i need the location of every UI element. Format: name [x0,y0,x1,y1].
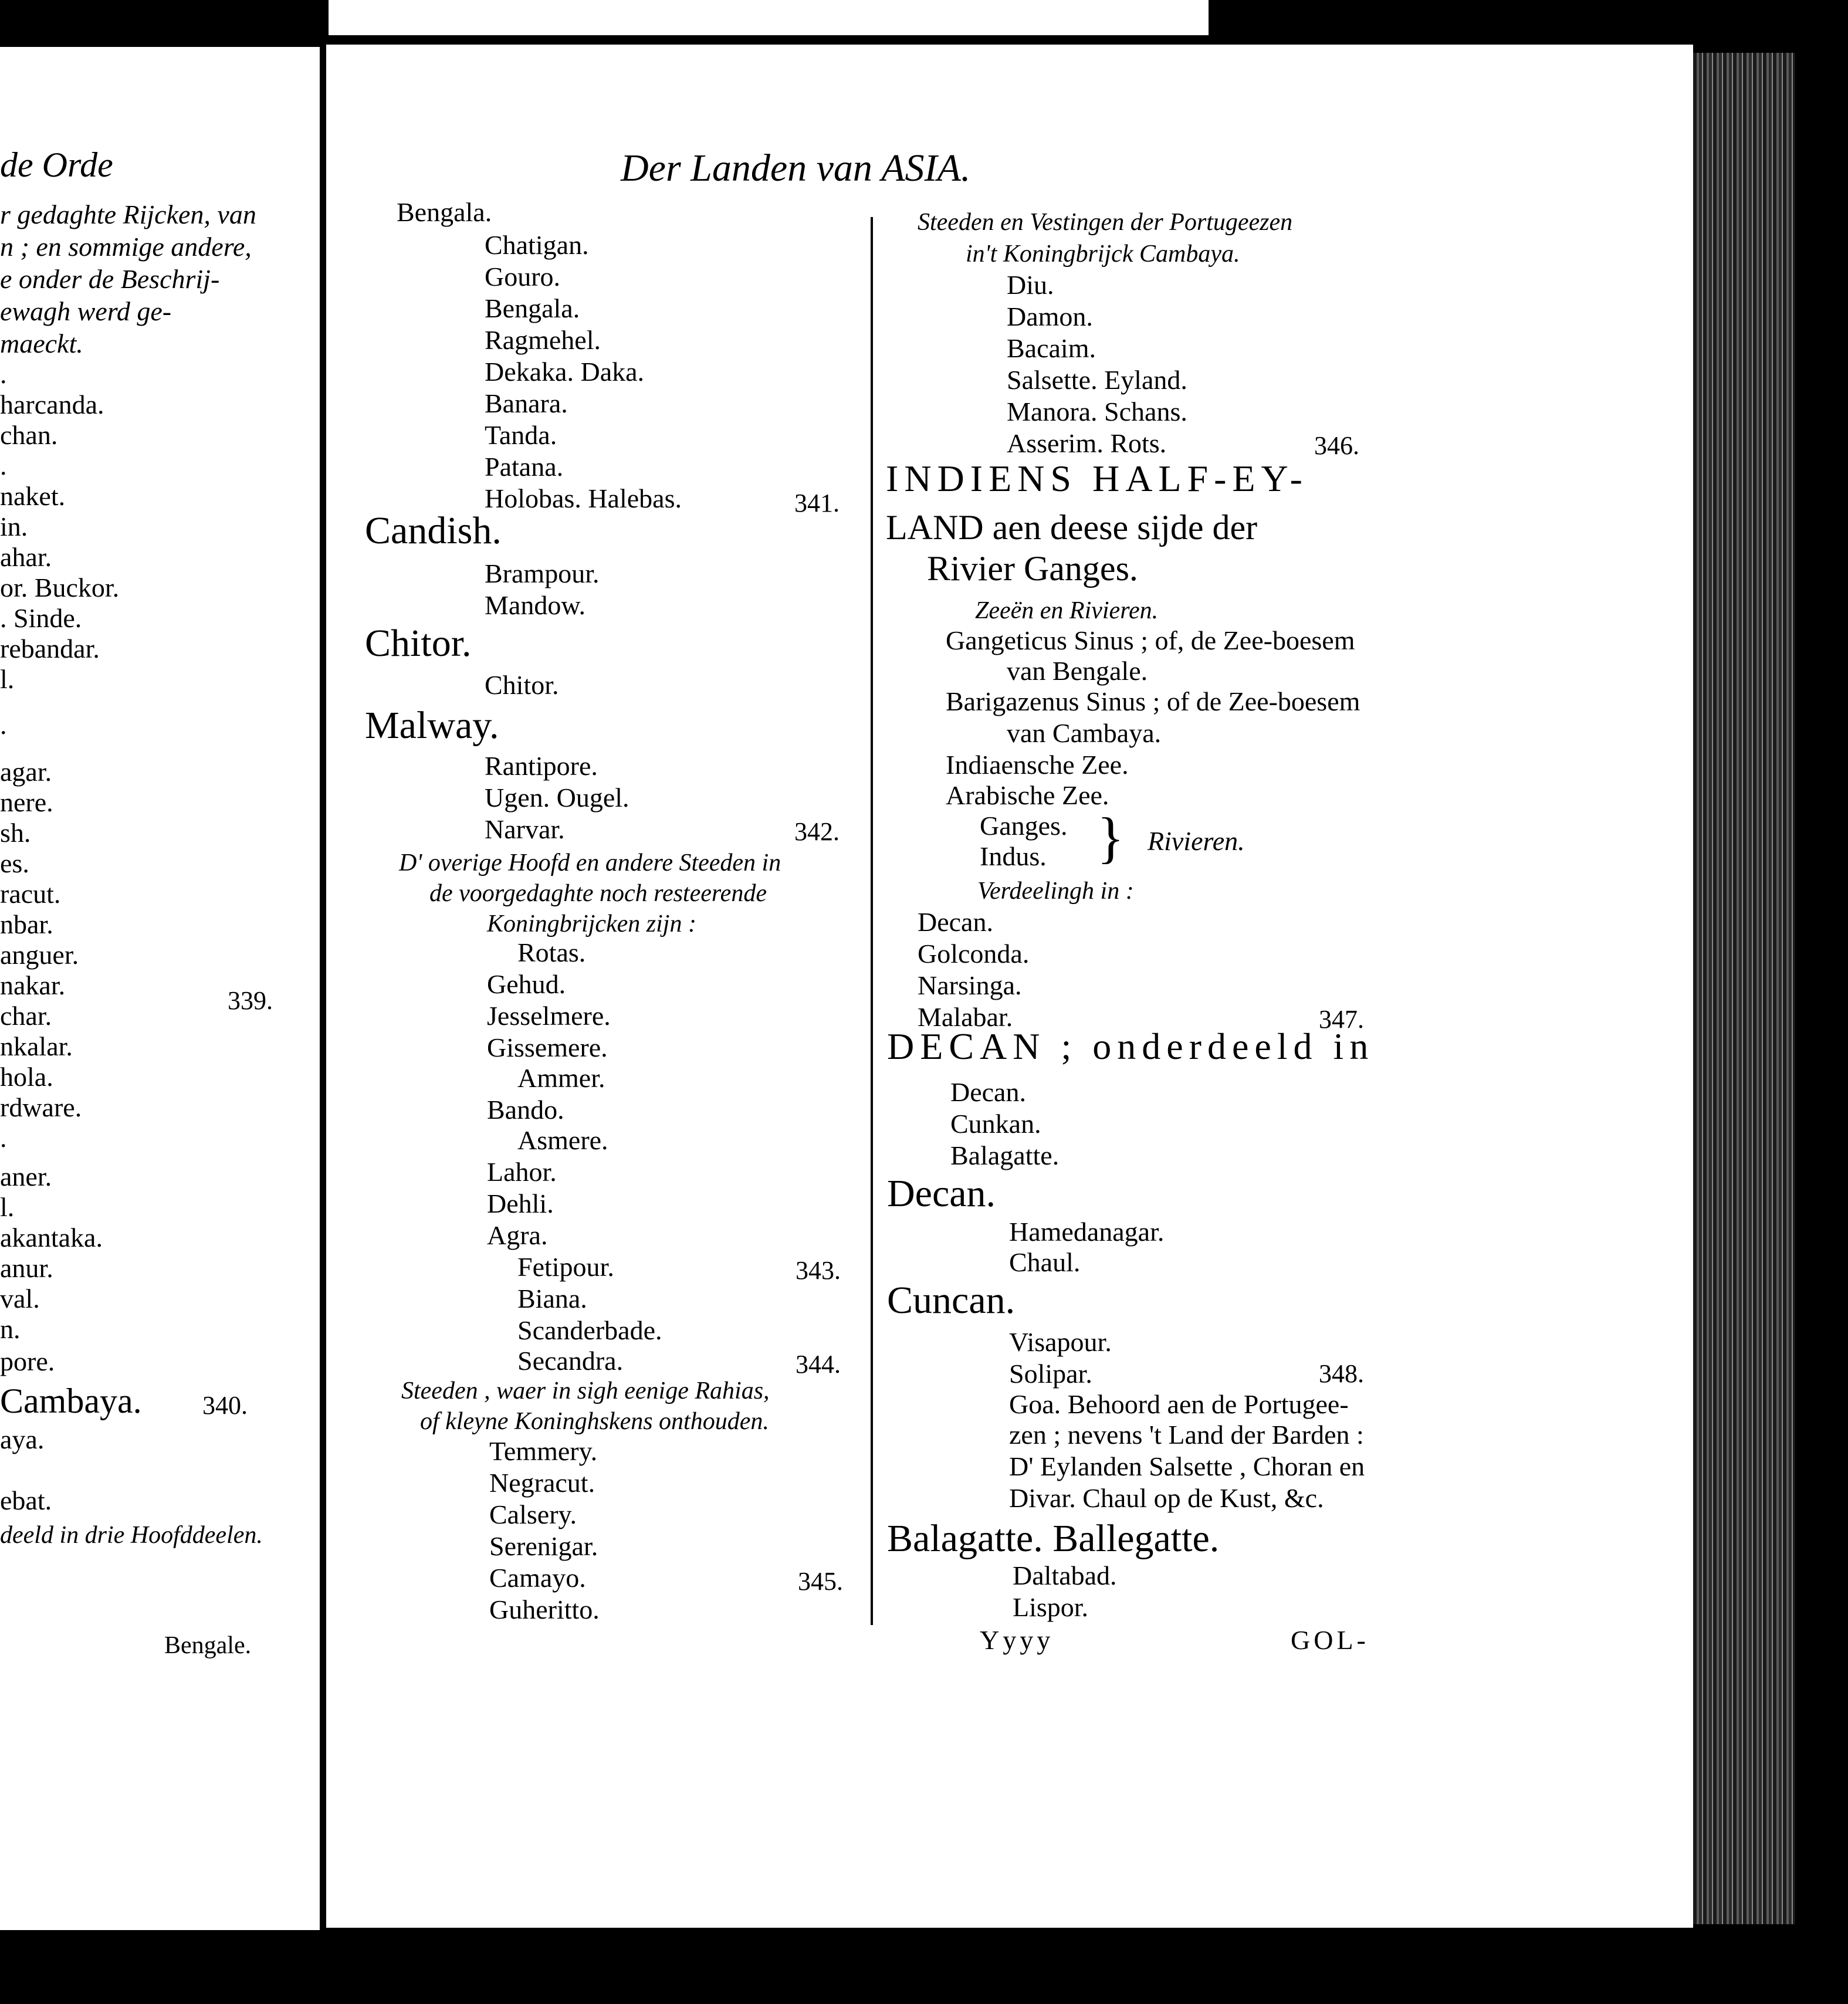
entry: Narsinga. [918,970,1022,1000]
note-line: of kleyne Koninghskens onthouden. [420,1408,769,1435]
left-line: . [0,710,7,740]
left-line: nakar. [0,970,66,1000]
left-line: agar. [0,757,52,787]
left-line: nere. [0,787,53,817]
left-line: val. [0,1284,40,1314]
entry: Salsette. Eyland. [1007,365,1187,395]
entry: Temmery. [489,1436,598,1466]
entry: Balagatte. [950,1140,1060,1170]
entry: Rotas. [517,937,586,967]
entry: Agra. [487,1220,548,1250]
entry: Lahor. [487,1157,557,1187]
note-line: Verdeelingh in : [977,878,1134,905]
entry: Chatigan. [485,230,589,260]
entry: Gangeticus Sinus ; of, de Zee-boesem [946,625,1355,655]
left-line: es. [0,848,29,878]
section-heading: Decan. [887,1172,996,1215]
section-heading: INDIENS HALF-EY- [886,458,1308,499]
entry: Secandra. [517,1346,624,1376]
page-marker: 340. [202,1391,248,1420]
left-line: l. [0,1192,15,1222]
left-line: sh. [0,818,31,848]
entry: Indiaensche Zee. [946,750,1129,780]
entry: Manora. Schans. [1007,397,1187,426]
entry: Bando. [487,1095,564,1125]
section-heading: LAND aen deese sijde der [886,508,1258,547]
left-line: l. [0,664,15,694]
entry: Tanda. [485,420,557,450]
entry: Asserim. Rots. [1007,428,1167,458]
left-line: deeld in drie Hoofddeelen. [0,1522,263,1549]
entry: Guheritto. [489,1595,600,1624]
left-line: ebat. [0,1485,52,1515]
section-heading: Cuncan. [887,1279,1016,1322]
left-line: rdware. [0,1092,82,1122]
entry: Dekaka. Daka. [485,357,645,387]
entry: Negracut. [489,1468,595,1498]
left-line: nbar. [0,909,53,939]
page-marker: 346. [1314,431,1359,460]
section-heading: Chitor. [365,622,472,665]
left-line: . [0,1123,7,1153]
note-line: de voorgedaghte noch resteerende [429,880,767,907]
entry: Cunkan. [950,1109,1041,1139]
left-line: hola. [0,1062,53,1092]
entry: Decan. [950,1077,1026,1107]
entry: Golconda. [918,939,1030,969]
left-line: aya. [0,1424,45,1454]
entry: Biana. [517,1284,587,1314]
section-heading: Malway. [365,704,499,747]
left-line: rebandar. [0,634,100,664]
left-line: n. [0,1314,21,1344]
entry: Daltabad. [1013,1560,1117,1590]
entry: Serenigar. [489,1531,598,1561]
note-line: in't Koningbrijck Cambaya. [966,241,1240,268]
entry: Indus. [980,841,1047,871]
entry: Asmere. [517,1125,608,1155]
entry: Patana. [485,452,564,482]
left-line: aner. [0,1162,52,1191]
section-heading: Balagatte. Ballegatte. [887,1517,1220,1560]
left-line: or. Buckor. [0,573,120,602]
entry: Ugen. Ougel. [485,783,629,813]
note-line: D' overige Hoofd en andere Steeden in [399,849,781,876]
entry: Gissemere. [487,1033,608,1062]
entry: Bengala. [397,197,492,227]
entry: Diu. [1007,270,1054,300]
entry: Fetipour. [517,1252,614,1282]
entry: Barigazenus Sinus ; of de Zee-boesem [946,686,1360,716]
left-line: maeckt. [0,329,83,358]
left-line: harcanda. [0,390,104,419]
left-line: racut. [0,879,61,909]
entry: Ragmehel. [485,325,601,355]
left-line: anguer. [0,940,79,970]
entry: van Bengale. [1007,656,1148,686]
left-line: . Sinde. [0,603,82,633]
entry: Solipar. [1009,1359,1092,1389]
note-line: Steeden , waer in sigh eenige Rahias, [401,1377,770,1404]
brace-icon: } [1097,806,1125,869]
page-marker: 341. [794,489,840,517]
entry: zen ; nevens 't Land der Barden : [1009,1420,1364,1450]
entry: Jesselmere. [487,1001,611,1031]
page-marker: 342. [794,817,840,846]
catchword: Bengale. [164,1632,252,1659]
entry: Holobas. Halebas. [485,483,682,513]
left-heading: de Orde [0,145,113,184]
book-page-edges [1693,53,1795,1924]
entry: van Cambaya. [1007,718,1162,748]
left-line: naket. [0,481,66,511]
left-line: ewagh werd ge- [0,296,172,326]
page-marker: 343. [796,1256,841,1285]
section-heading: DECAN ; onderdeeld in [887,1025,1375,1067]
entry: Gouro. [485,262,561,292]
entry: Dehli. [487,1189,554,1218]
left-line: Cambaya. [0,1382,142,1420]
left-line: e onder de Beschrij- [0,264,220,294]
left-line: r gedaghte Rijcken, van [0,199,256,229]
entry: Scanderbade. [517,1315,662,1345]
left-line: in. [0,512,28,541]
entry: Narvar. [485,814,565,844]
page-marker: 345. [798,1567,843,1596]
page-marker: 339. [228,986,273,1015]
page-title: Der Landen van ASIA. [621,147,971,189]
entry: Bacaim. [1007,333,1096,363]
left-line: akantaka. [0,1223,103,1252]
entry: Ganges. [980,811,1068,841]
left-line: char. [0,1001,52,1031]
entry: Ammer. [517,1063,605,1093]
entry: Chitor. [485,670,559,700]
page-marker: 344. [796,1350,841,1379]
entry: Rantipore. [485,751,598,781]
left-line: . [0,451,7,480]
entry: Visapour. [1009,1327,1112,1357]
entry: Camayo. [489,1563,586,1593]
catchword: GOL- [1291,1625,1369,1655]
entry: Hamedanagar. [1009,1217,1165,1247]
left-line: anur. [0,1253,53,1283]
entry: Decan. [918,907,993,937]
left-line: nkalar. [0,1031,73,1061]
adjacent-page-strip [329,0,1209,35]
entry: Malabar. [918,1002,1013,1032]
left-line: n ; en sommige andere, [0,232,252,262]
section-heading: Candish. [365,509,502,552]
page-marker: 348. [1319,1359,1364,1388]
entry: Goa. Behoord aen de Portugee- [1009,1389,1349,1419]
entry: Banara. [485,388,568,418]
note-line: Rivieren. [1148,826,1245,856]
column-divider [871,217,873,1625]
note-line: Steeden en Vestingen der Portugeezen [918,209,1293,236]
entry: D' Eylanden Salsette , Choran en [1009,1451,1365,1481]
left-line: pore. [0,1346,55,1376]
note-line: Koningbrijcken zijn : [487,910,696,937]
entry: Chaul. [1009,1247,1081,1277]
entry: Calsery. [489,1499,577,1529]
entry: Mandow. [485,590,586,620]
entry: Damon. [1007,302,1093,331]
entry: Gehud. [487,969,566,999]
entry: Lispor. [1013,1592,1089,1622]
note-line: Zeeën en Rivieren. [975,597,1159,624]
section-heading: Rivier Ganges. [927,549,1138,588]
left-line: ahar. [0,542,52,572]
entry: Divar. Chaul op de Kust, &c. [1009,1483,1324,1513]
left-line: . [0,359,7,389]
entry: Brampour. [485,558,600,588]
left-line: chan. [0,420,58,450]
signature-mark: Yyyy [980,1625,1054,1655]
page-marker: 347. [1319,1005,1364,1034]
entry: Arabische Zee. [946,780,1109,810]
entry: Bengala. [485,293,580,323]
